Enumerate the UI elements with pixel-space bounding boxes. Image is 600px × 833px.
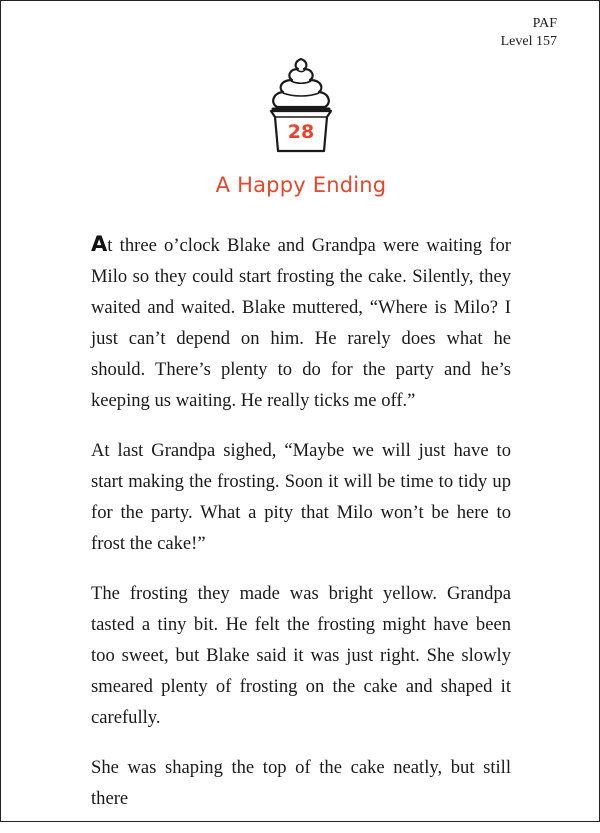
story-text [91,229,511,833]
cupcake-icon [261,55,341,163]
paragraph-1 [91,229,511,416]
paragraph-1-text: t three o’clock Blake and Grandpa were waiting for Milo so they could start frosting the cake. Silently, they waited and waited. Blake muttered, “Where is Milo? I just can’t depend on him. He rarely does what he should. There’s plenty to do for the party and he’s keeping us waiting. He really ticks me off.” [91,235,511,411]
series-label: PAF [532,16,557,31]
chapter-title: A Happy Ending [215,173,387,197]
paragraph-4: She was shaping the top of the cake neatly, but still there [91,757,511,809]
paragraph-3: The frosting they made was bright yellow. Grandpa tasted a tiny bit. He felt the frosting might have been too sweet, but Blake said it was just right. She slowly smeared plenty of frosting on the cake and shaped it carefully. [91,583,511,728]
chapter-badge [261,55,341,163]
chapter-number: 28 [287,121,315,143]
level-label [501,15,557,51]
paragraph-2: At last Grandpa sighed, “Maybe we will just have to start making the frosting. Soon it will be time to tidy up for the party. What a pity that Milo won’t be here to frost the cake!” [91,440,511,554]
drop-cap: A [91,232,108,256]
level-number: Level 157 [500,34,557,49]
